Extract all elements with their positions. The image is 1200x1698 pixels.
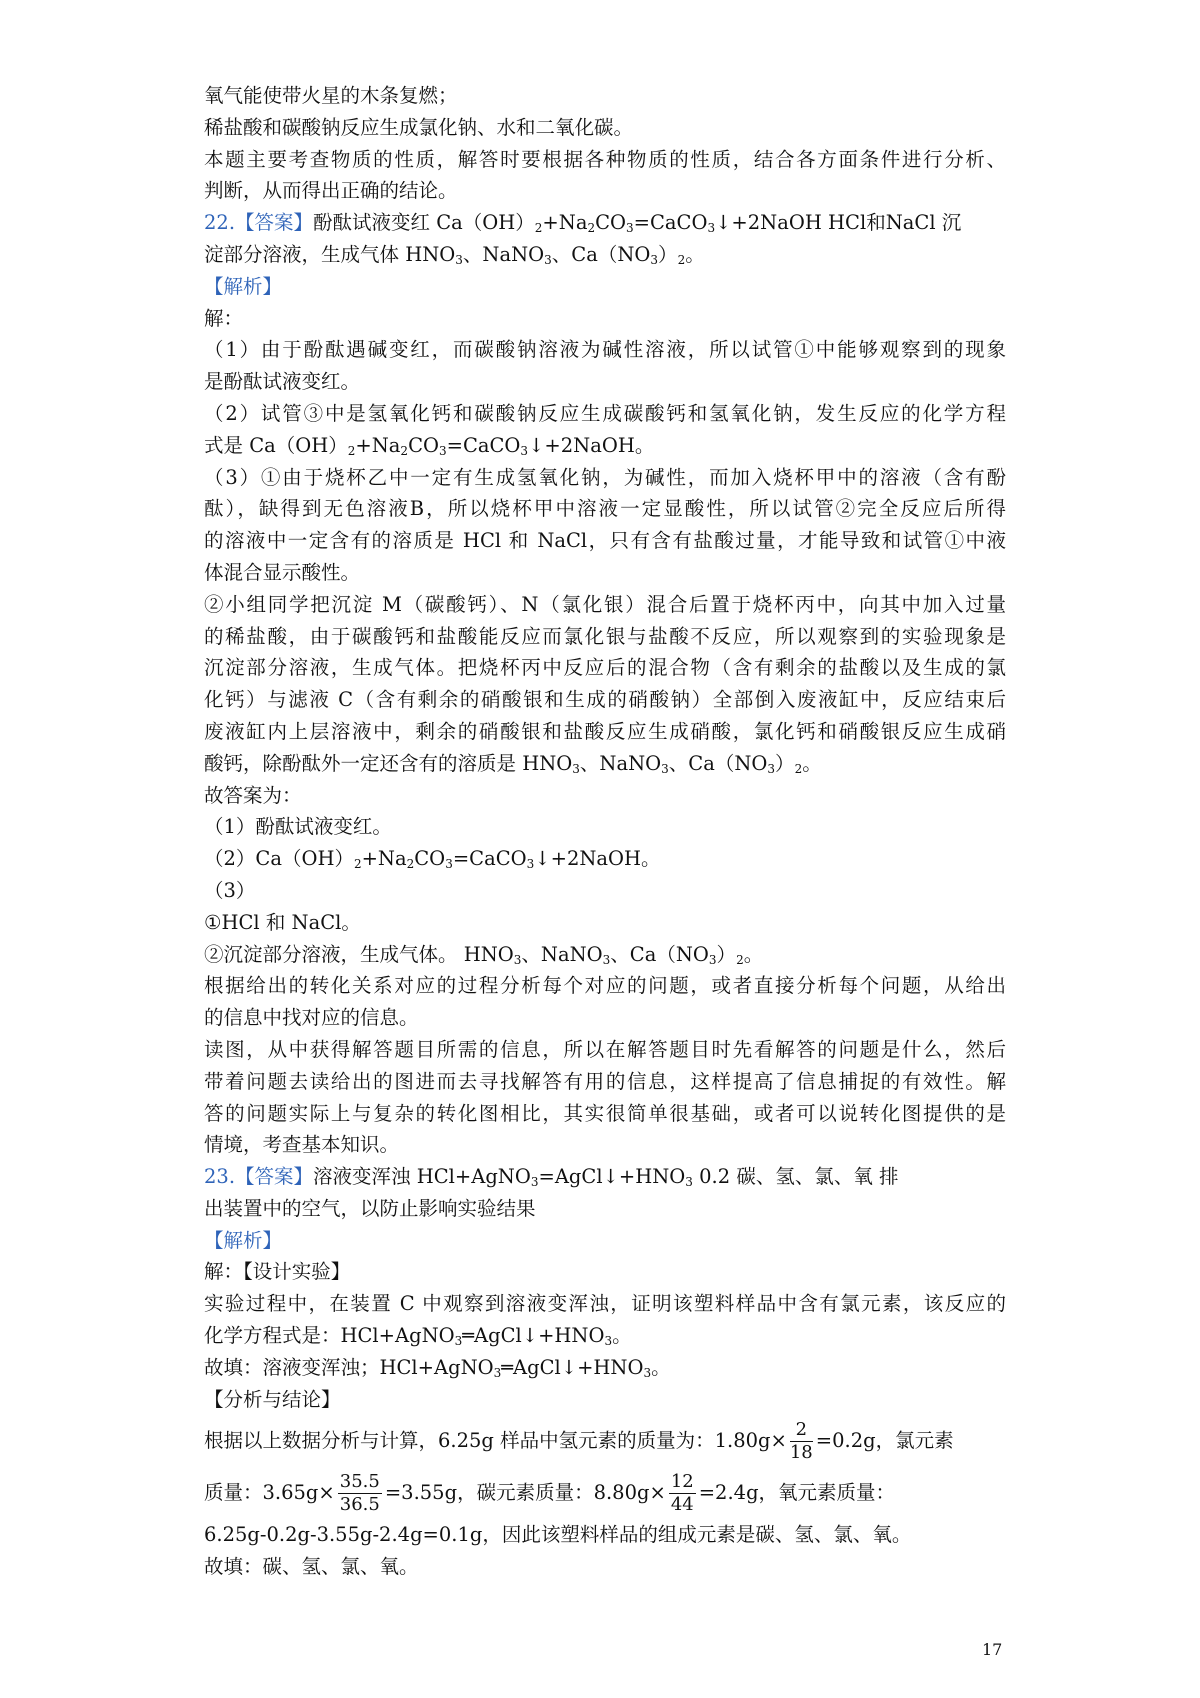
document-page <box>204 80 1006 1583</box>
question-number: 22. <box>204 211 236 235</box>
text-line: （1）由于酚酞遇碱变红，而碳酸钠溶液为碱性溶液，所以试管①中能够观察到的现象 <box>204 338 1006 362</box>
question-number: 23. <box>204 1165 236 1189</box>
text-line: 故填：碳、氢、氯、氧。 <box>204 1555 419 1579</box>
text-line: （3） <box>204 878 256 902</box>
analysis-tag: 【解析】 <box>204 274 283 298</box>
text-line: 本题主要考查物质的性质，解答时要根据各种物质的性质，结合各方面条件进行分析、 <box>204 147 1006 171</box>
text-line: $(2)Ca(OH)_2+Na_2CO_3=CaCO_3↓+2NaOH$。 <box>204 847 661 872</box>
fraction: $\frac{2}{18}$ <box>789 1418 813 1464</box>
text-line: 判断，从而得出正确的结论。 <box>204 179 458 203</box>
q22-answer-line-2: 淀部分溶液，生成气体 $HNO_3$、NaNO$_3$、$Ca(NO_3)_2$。 <box>204 242 705 267</box>
text-line: 解： <box>204 306 244 330</box>
answer-tag: 【答案】 <box>235 211 314 235</box>
text-line: 酞），缺得到无色溶液B，所以烧杯甲中溶液一定显酸性，所以试管②完全反应后所得 <box>204 497 1006 521</box>
fraction: $\frac{35.5}{36.5}$ <box>339 1470 380 1516</box>
text-line: 化学方程式是：$HCl+AgNO_3═AgCl↓+HNO_3$。 <box>204 1324 632 1349</box>
text-line: 实验过程中，在装置 C 中观察到溶液变浑浊，证明该塑料样品中含有氯元素，该反应的 <box>204 1292 1006 1316</box>
text-line: 故填：溶液变浑浊；$HCl+AgNO_3═AgCl↓+HNO_3$。 <box>204 1355 671 1380</box>
analysis-tag: 【解析】 <box>204 1228 283 1252</box>
text-line: ①HCl 和 NaCl。 <box>204 910 361 934</box>
text-line: 故答案为： <box>204 783 302 807</box>
text-line: 废液缸内上层溶液中，剩余的硝酸银和盐酸反应生成硝酸，氯化钙和硝酸银反应生成硝 <box>204 719 1006 743</box>
text-line: 带着问题去读给出的图进而去寻找解答有用的信息，这样提高了信息捕捉的有效性。解 <box>204 1069 1006 1093</box>
text-line: 的溶液中一定含有的溶质是 HCl 和 NaCl，只有含有盐酸过量，才能导致和试管①中液 <box>204 529 1006 553</box>
text-line: 【分析与结论】 <box>204 1387 341 1411</box>
text-line: 沉淀部分溶液，生成气体。把烧杯丙中反应后的混合物（含有剩余的盐酸以及生成的氯 <box>204 656 1006 680</box>
text-line: 6.25g-0.2g-3.55g-2.4g=0.1g，因此该塑料样品的组成元素是碳、氢、氯、氧。 <box>204 1523 912 1547</box>
text-line: （1）酚酞试液变红。 <box>204 815 392 839</box>
text-line: 体混合显示酸性。 <box>204 560 361 584</box>
text-line: 答的问题实际上与复杂的转化图相比，其实很简单很基础，或者可以说转化图提供的是 <box>204 1101 1006 1125</box>
fraction: $\frac{12}{44}$ <box>670 1470 694 1516</box>
text-line: 出装置中的空气，以防止影响实验结果 <box>204 1196 536 1220</box>
text-line: 情境，考查基本知识。 <box>204 1133 400 1157</box>
formula-line: 质量：3.65g× $\frac{35.5}{36.5}$ =3.55g，碳元素质量：8.80g× $\frac{12}{44}$ =2.4g，氧元素质量： <box>204 1470 896 1516</box>
text-line: ②沉淀部分溶液，生成气体。 $HNO_3$、NaNO$_3$、$Ca(NO_3)_2$。 <box>204 942 764 967</box>
text-line: 式是 $Ca(OH)_2+Na_2CO_3=CaCO_3↓+2NaOH$。 <box>204 433 655 458</box>
q22-answer-line: 22.【答案】酚酞试液变红 $Ca(OH)_2+Na_2CO_3=CaCO_3↓+2NaOH$ HCl和NaCl 沉 <box>204 211 962 236</box>
text-line: 的信息中找对应的信息。 <box>204 1006 419 1030</box>
page-number: 17 <box>982 1640 1003 1659</box>
text-line: 化钙）与滤液 C（含有剩余的硝酸银和生成的硝酸钠）全部倒入废液缸中，反应结束后 <box>204 688 1006 712</box>
text-line: 的稀盐酸，由于碳酸钙和盐酸能反应而氯化银与盐酸不反应，所以观察到的实验现象是 <box>204 624 1006 648</box>
text-line: 酸钙，除酚酞外一定还含有的溶质是 $HNO_3$、NaNO$_3$、$Ca(NO_3)_2$。 <box>204 751 822 776</box>
text-line: 根据给出的转化关系对应的过程分析每个对应的问题，或者直接分析每个问题，从给出 <box>204 974 1006 998</box>
text-line: 氧气能使带火星的木条复燃； <box>204 84 458 107</box>
text-line: 是酚酞试液变红。 <box>204 370 361 394</box>
formula-line: 根据以上数据分析与计算，6.25g 样品中氢元素的质量为：1.80g× $\frac{2}{18}$ =0.2g，氯元素 <box>204 1418 954 1464</box>
text-line: （2）试管③中是氢氧化钙和碳酸钠反应生成碳酸钙和氢氧化钠，发生反应的化学方程 <box>204 401 1006 425</box>
text-line: 解：【设计实验】 <box>204 1260 351 1284</box>
q23-answer-line: 23.【答案】溶液变浑浊 $HCl+AgNO_3=AgCl↓+HNO_3$ 0.2 碳、氢、氯、氧 排 <box>204 1165 899 1190</box>
answer-tag: 【答案】 <box>235 1165 314 1189</box>
text-line: 读图，从中获得解答题目所需的信息，所以在解答题目时先看解答的问题是什么，然后 <box>204 1037 1006 1061</box>
text-line: ②小组同学把沉淀 M（碳酸钙）、N（氯化银）混合后置于烧杯丙中，向其中加入过量 <box>204 592 1006 616</box>
text-line: 稀盐酸和碳酸钠反应生成氯化钠、水和二氧化碳。 <box>204 115 634 139</box>
text-line: （3）①由于烧杯乙中一定有生成氢氧化钠，为碱性，而加入烧杯甲中的溶液（含有酚 <box>204 465 1006 489</box>
